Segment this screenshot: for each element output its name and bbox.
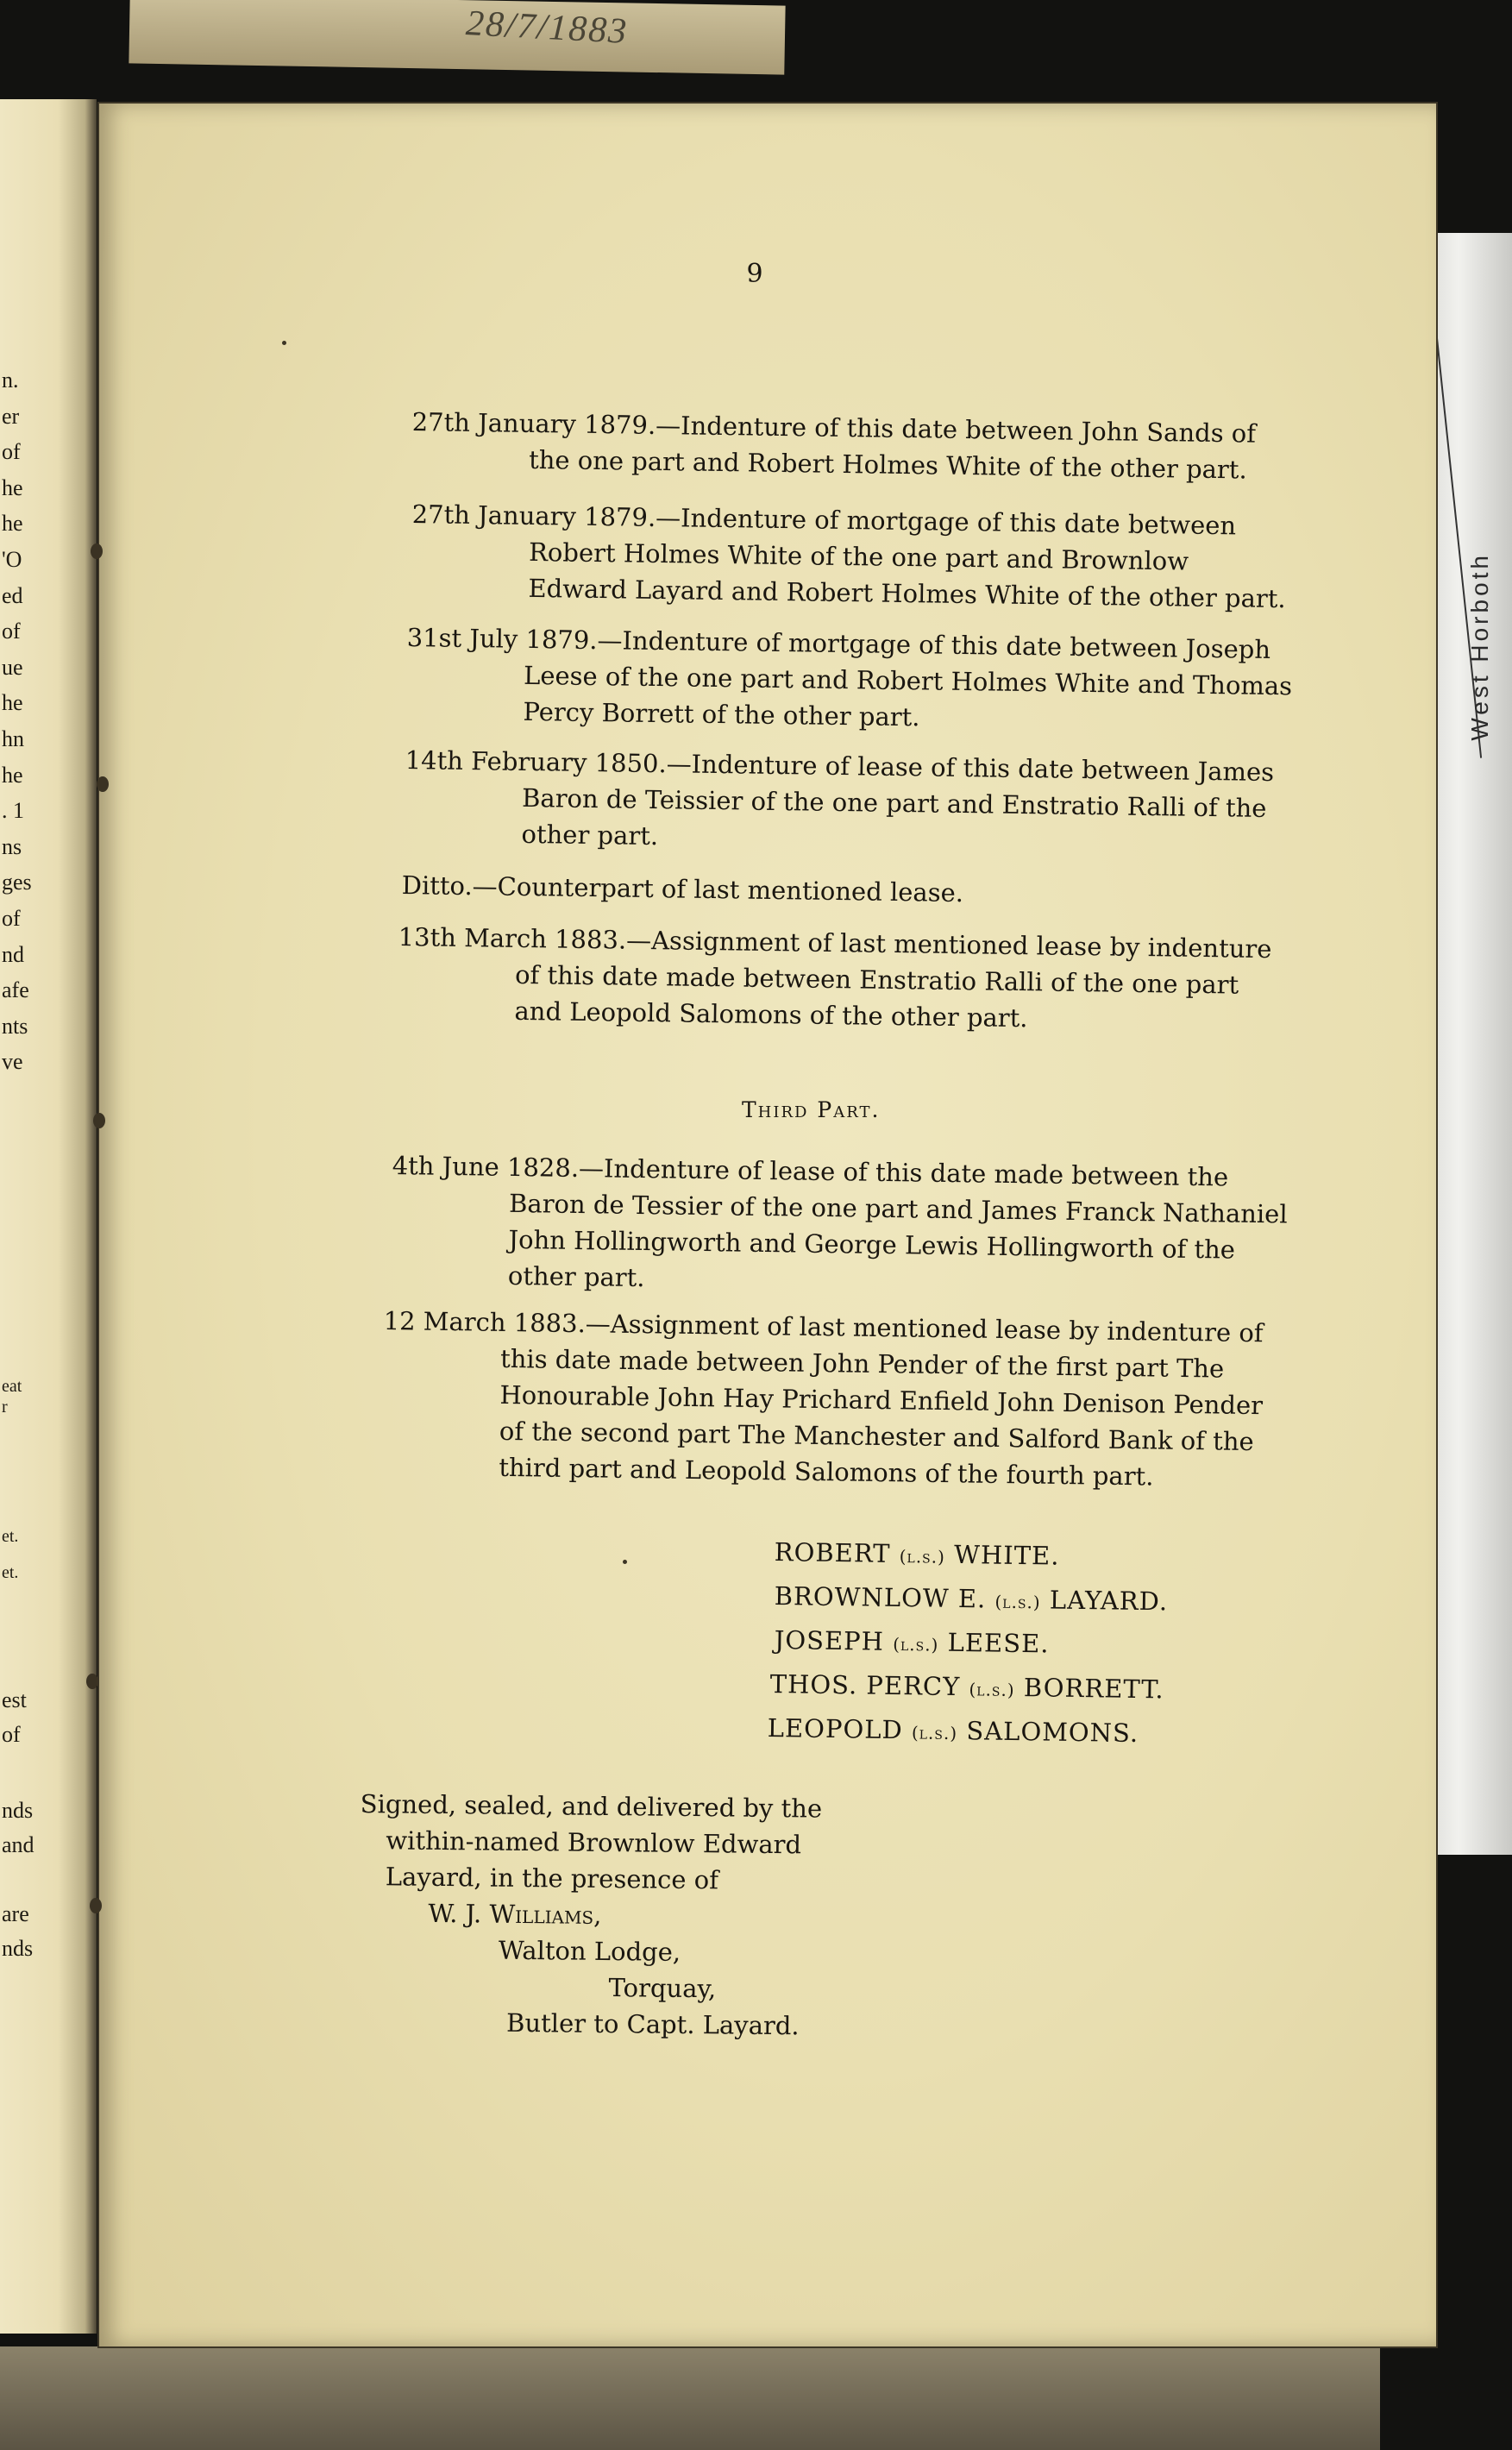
witness-line: within-named Brownlow Edward (386, 1825, 802, 1860)
left-page-fragment: er (2, 403, 20, 429)
entry-head: 14th February 1850.—Indenture of lease of this date between James (405, 744, 1275, 788)
left-page-fragment: he (2, 511, 23, 537)
left-page-fragment: hn (2, 726, 24, 751)
entry-head: 27th January 1879.—Indenture of this date between John Sands of (411, 406, 1257, 449)
left-page-fragment: ns (2, 833, 22, 859)
left-page-fragment: et. (2, 1527, 19, 1546)
witness-name: W. J. Williams, (428, 1898, 602, 1930)
seal-mark: (l.s.) (994, 1591, 1041, 1613)
left-page-fragment: est (2, 1687, 27, 1712)
seal-mark: (l.s.) (899, 1546, 946, 1567)
left-page-fragment: r (2, 1398, 8, 1417)
signatory-last: LAYARD. (1049, 1585, 1169, 1617)
spine-hole (91, 543, 103, 559)
seal-mark: (l.s.) (893, 1633, 939, 1655)
left-page-fragment: nds (2, 1798, 34, 1823)
entry-line: of the second part The Manchester and Salford Bank of the (499, 1416, 1254, 1457)
entry-line: Edward Layard and Robert Holmes White of the other part. (528, 573, 1286, 614)
top-paper-strip (129, 0, 785, 75)
left-page-fragment: of (2, 1722, 21, 1747)
entry-1883-mar-pender-assignment (381, 1303, 1264, 1496)
left-page-fragment: ve (2, 1049, 23, 1075)
left-page-fragment: nd (2, 941, 24, 967)
left-page-fragment: . 1 (2, 798, 24, 824)
witness-line: Signed, sealed, and delivered by the (360, 1788, 823, 1824)
entry-line: the one part and Robert Holmes White of the other part. (528, 444, 1247, 485)
left-page-fragment: of (2, 906, 21, 931)
seal-mark: (l.s.) (911, 1722, 958, 1744)
signatory-last: LEESE. (947, 1627, 1050, 1659)
left-page-fragment: ue (2, 654, 23, 680)
left-page-fragment: n. (2, 368, 19, 393)
entry-head: Ditto.—Counterpart of last mentioned lease. (401, 870, 964, 908)
spine-hole (97, 776, 109, 792)
left-page-fragment: afe (2, 977, 29, 1003)
left-page-fragment: of (2, 439, 21, 465)
entry-line: of this date made between Enstratio Ralli of the one part (514, 959, 1239, 1000)
entry-line: John Hollingworth and George Lewis Hollingworth of the (508, 1224, 1236, 1265)
left-page-fragment: he (2, 474, 23, 500)
entry-head: 31st July 1879.—Indenture of mortgage of this date between Joseph (406, 622, 1271, 664)
left-page-fragment: nts (2, 1013, 28, 1039)
witness-line: Layard, in the presence of (385, 1862, 719, 1895)
witness-address: Torquay, (608, 1973, 717, 2004)
entry-line: Percy Borrett of the other part. (523, 696, 920, 732)
entry-head: 4th June 1828.—Indenture of lease of this date made between the (392, 1150, 1229, 1192)
entry-line: Baron de Tessier of the one part and James Franck Nathaniel (508, 1188, 1288, 1229)
spine-hole (86, 1674, 98, 1689)
signatory-first: ROBERT (774, 1537, 891, 1568)
signature-leese (775, 1625, 1050, 1658)
page-number: 9 (746, 259, 763, 289)
entry-line: and Leopold Salomons of the other part. (514, 996, 1028, 1033)
ink-speck (282, 341, 286, 345)
entry-1879-jan-sands (411, 404, 1256, 488)
left-page-fragment: are (2, 1901, 29, 1926)
left-page-fragment: he (2, 690, 23, 716)
ink-speck (623, 1560, 627, 1564)
entry-head: 12 March 1883.—Assignment of last mentioned lease by indenture of (383, 1305, 1264, 1348)
right-map-sheet (1423, 233, 1512, 1855)
signatory-first: BROWNLOW E. (774, 1581, 987, 1614)
entry-1879-jul-mortgage (405, 619, 1293, 740)
bottom-paper-strip (0, 2346, 1380, 2450)
entry-head: 13th March 1883.—Assignment of last mentioned lease by indenture (398, 921, 1272, 964)
signature-salomons (768, 1713, 1139, 1748)
entry-line: third part and Leopold Salomons of the fourth part. (499, 1452, 1154, 1492)
map-label: West Horboth (1466, 552, 1493, 741)
witness-occupation: Butler to Capt. Layard. (505, 2007, 800, 2041)
seal-mark: (l.s.) (969, 1679, 1015, 1700)
left-page-fragment: nds (2, 1936, 34, 1961)
entry-line: Robert Holmes White of the one part and Brownlow (528, 537, 1189, 576)
entry-head: 27th January 1879.—Indenture of mortgage of this date between (411, 499, 1237, 541)
left-page-fragment: and (2, 1832, 35, 1857)
entry-1883-mar-assignment (397, 919, 1272, 1040)
entry-line: other part. (507, 1260, 645, 1293)
left-page-fragment: ges (2, 870, 32, 895)
left-page-fragment: et. (2, 1563, 19, 1582)
left-page-fragment: he (2, 762, 23, 788)
entry-line: other part. (521, 819, 659, 851)
section-heading-third-part: Third Part. (742, 1097, 881, 1122)
signature-layard (775, 1581, 1169, 1616)
entry-1828-jun-lease (391, 1147, 1289, 1304)
signature-borrett (770, 1669, 1164, 1704)
witness-address: Walton Lodge, (498, 1935, 681, 1967)
entry-line: Leese of the one part and Robert Holmes White and Thomas (523, 660, 1293, 701)
entry-1879-jan-mortgage (411, 496, 1287, 617)
spine-hole (90, 1898, 102, 1913)
signatory-last: BORRETT. (1023, 1673, 1164, 1705)
signatory-first: JOSEPH (774, 1625, 885, 1656)
left-page-fragment: of (2, 619, 21, 644)
witness-clause (358, 1786, 822, 2045)
entry-1850-feb-lease (404, 742, 1274, 863)
signatory-first: THOS. PERCY (769, 1669, 961, 1702)
spine-hole (93, 1113, 105, 1128)
signatory-last: SALOMONS. (966, 1716, 1139, 1749)
signatory-last: WHITE. (953, 1539, 1060, 1571)
entry-line: Honourable John Hay Prichard Enfield John Denison Pender (499, 1379, 1264, 1421)
entry-line: this date made between John Pender of the first part The (499, 1343, 1225, 1384)
entry-line: Baron de Teissier of the one part and Enstratio Ralli of the (521, 782, 1267, 823)
handwritten-date-note: 28/7/1883 (464, 3, 630, 52)
left-page-fragment: ed (2, 582, 23, 608)
left-page-fragment: 'O (2, 547, 22, 572)
left-page-fragment: eat (2, 1377, 22, 1396)
signature-white (775, 1537, 1060, 1571)
signatory-first: LEOPOLD (767, 1713, 903, 1745)
